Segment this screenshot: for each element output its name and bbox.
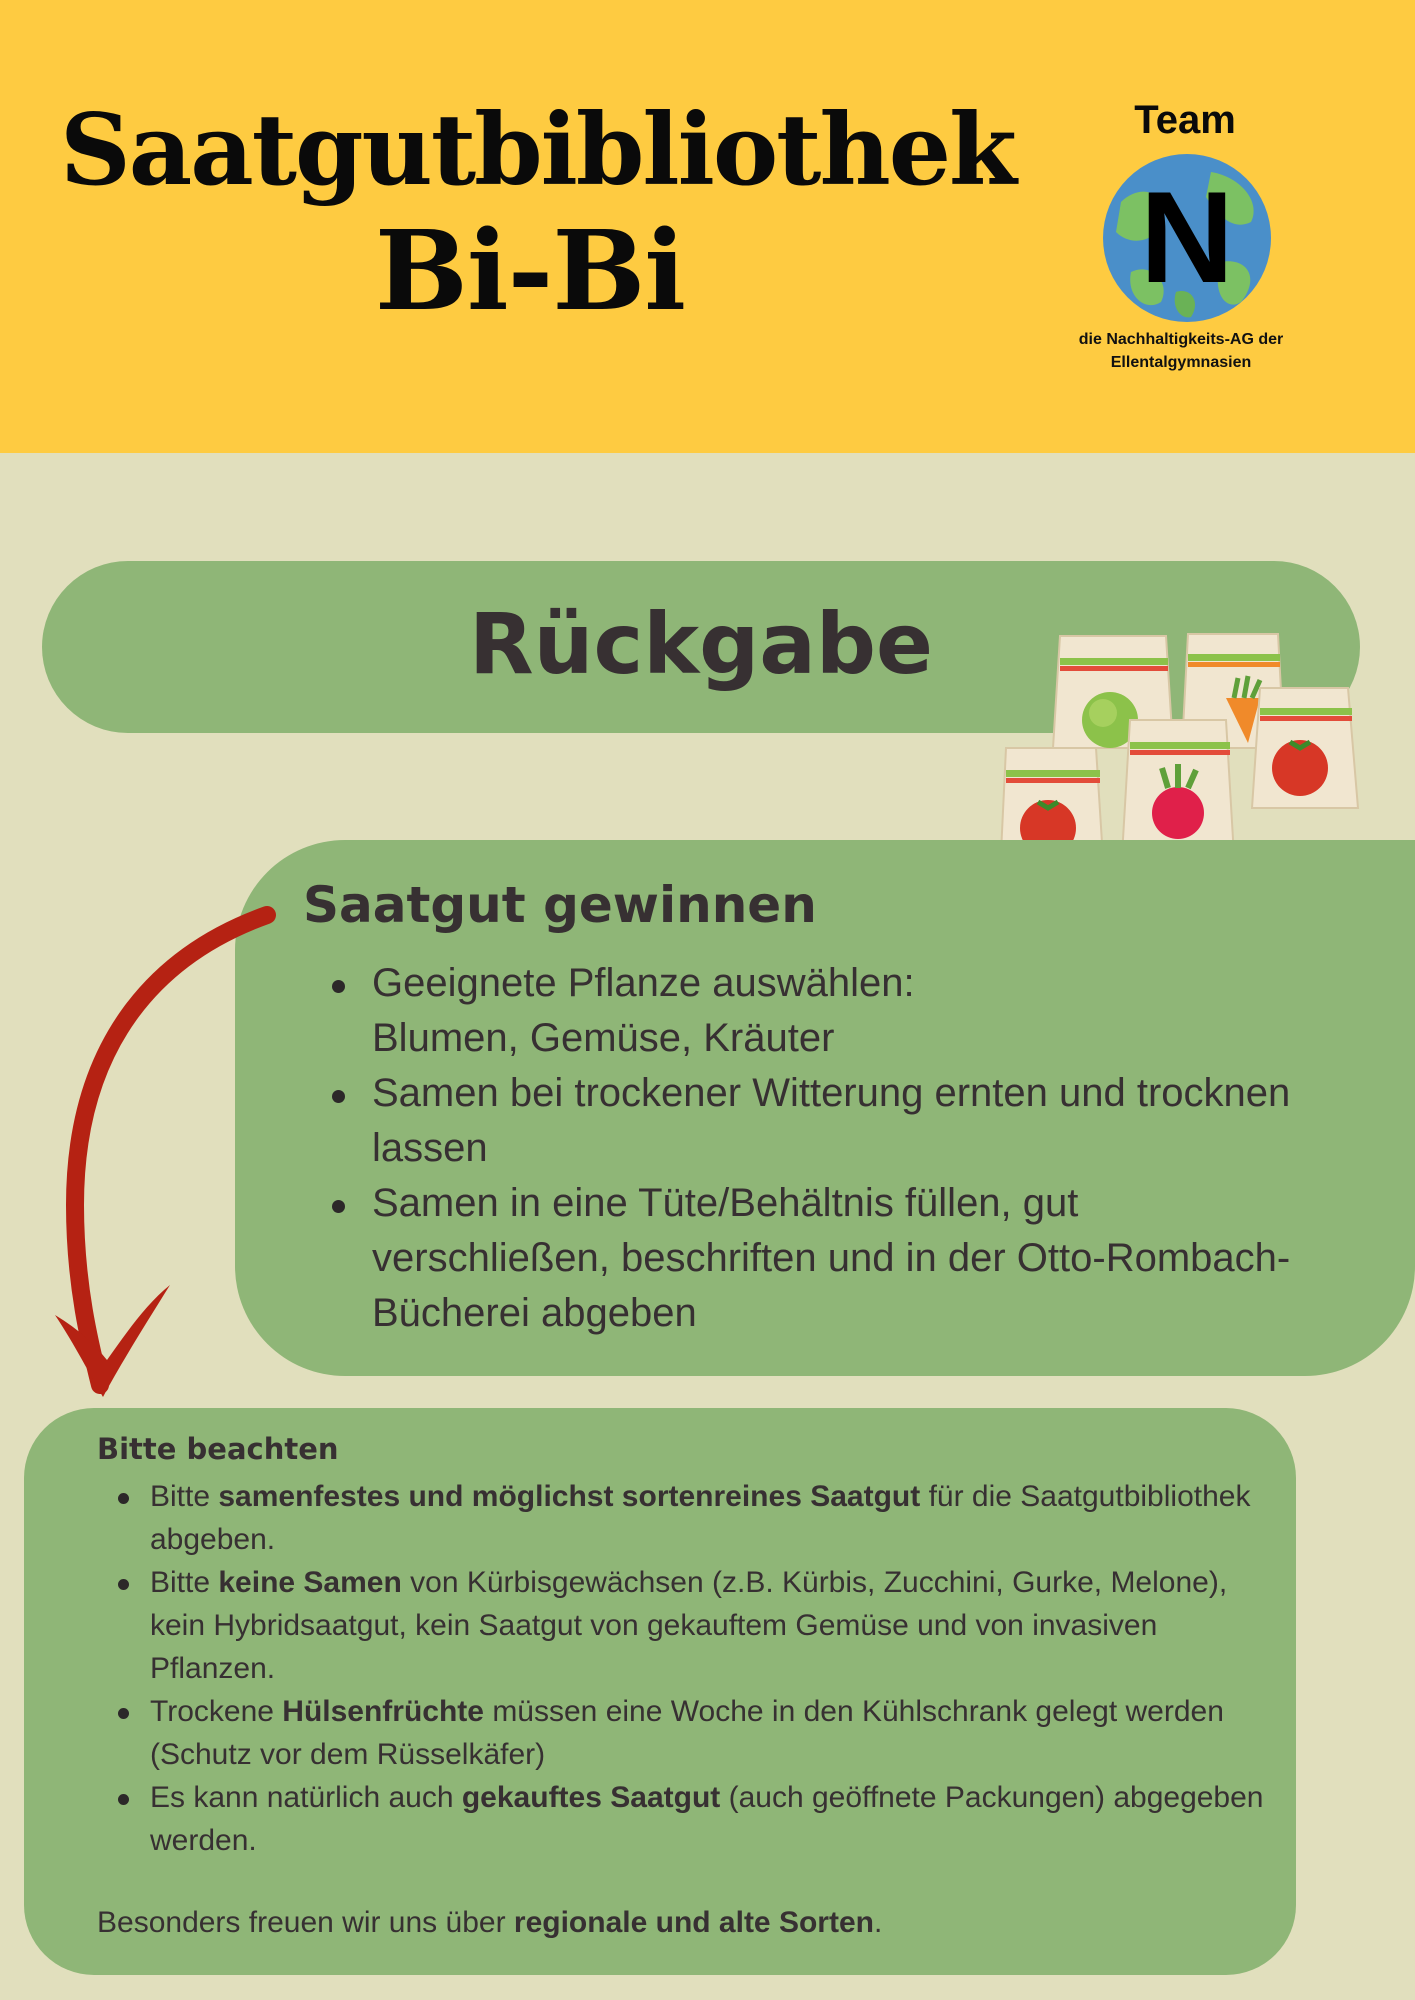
item-bold-text: Hülsenfrüchte bbox=[282, 1695, 484, 1728]
list-item bbox=[150, 1561, 1280, 1690]
tomato-packet-icon-right bbox=[1252, 688, 1358, 808]
beachten-list bbox=[150, 1475, 1280, 1862]
list-item-line: lassen bbox=[372, 1126, 488, 1170]
page-title bbox=[60, 93, 1015, 335]
list-item-line: Blumen, Gemüse, Kräuter bbox=[372, 1016, 835, 1060]
beachten-footer bbox=[97, 1906, 1247, 1940]
item-bold-text: keine Samen bbox=[218, 1566, 402, 1599]
list-item bbox=[150, 1776, 1280, 1862]
item-text: für die Saatgutbibliothek abgeben. bbox=[150, 1480, 1251, 1556]
footer-end: . bbox=[873, 1906, 883, 1939]
item-text: (auch geöffnete Packungen) abgegeben werden. bbox=[150, 1781, 1264, 1857]
list-item-line: Samen bei trockener Witterung ernten und trocknen bbox=[372, 1071, 1291, 1115]
item-bold-text: samenfestes und möglichst sortenreines Saatgut bbox=[218, 1480, 921, 1513]
gewinnen-title: Saatgut gewinnen bbox=[303, 876, 817, 934]
beachten-title: Bitte beachten bbox=[97, 1432, 339, 1466]
item-text: Bitte bbox=[150, 1480, 219, 1513]
item-text: Trockene bbox=[150, 1695, 283, 1728]
footer-bold-text: regionale und alte Sorten bbox=[513, 1906, 874, 1939]
list-item-line: verschließen, beschriften und in der Otto-Rombach- bbox=[372, 1236, 1291, 1280]
item-text: Es kann natürlich auch bbox=[150, 1781, 462, 1814]
section-title: Rückgabe bbox=[468, 595, 934, 693]
list-item bbox=[150, 1475, 1280, 1561]
team-n-globe-logo bbox=[1101, 152, 1273, 324]
list-item-line: Geeignete Pflanze auswählen: bbox=[372, 961, 915, 1005]
footer-text: Besonders freuen wir uns über bbox=[97, 1906, 514, 1939]
title-line-2: Bi-Bi bbox=[374, 205, 686, 335]
title-line-1: Saatgutbibliothek bbox=[60, 93, 1015, 208]
curved-arrow-icon bbox=[35, 905, 285, 1405]
list-item-line: Samen in eine Tüte/Behältnis füllen, gut bbox=[372, 1181, 1079, 1225]
item-text: Bitte bbox=[150, 1566, 219, 1599]
logo-subtitle-line-1: die Nachhaltigkeits-AG der bbox=[1078, 331, 1284, 348]
gewinnen-list bbox=[372, 956, 1392, 1341]
list-item bbox=[372, 956, 1392, 1066]
logo-subtitle bbox=[1040, 328, 1322, 374]
logo-team-label: Team bbox=[1134, 98, 1236, 142]
item-text: von Kürbisgewächsen (z.B. Kürbis, Zucchini, Gurke, Melone), kein Hybridsaatgut, kein Saatgut von gekauftem Gemüse und von invasiven Pflanzen. bbox=[150, 1566, 1228, 1685]
item-text: müssen eine Woche in den Kühlschrank gelegt werden (Schutz vor dem Rüsselkäfer) bbox=[150, 1695, 1224, 1771]
logo-letter: N bbox=[1140, 164, 1234, 310]
list-item bbox=[372, 1176, 1392, 1341]
list-item bbox=[372, 1066, 1392, 1176]
list-item-line: Bücherei abgeben bbox=[372, 1291, 697, 1335]
list-item bbox=[150, 1690, 1280, 1776]
logo-subtitle-line-2: Ellentalgymnasien bbox=[1110, 354, 1252, 371]
item-bold-text: gekauftes Saatgut bbox=[461, 1781, 721, 1814]
radish-packet-icon bbox=[1122, 720, 1234, 856]
